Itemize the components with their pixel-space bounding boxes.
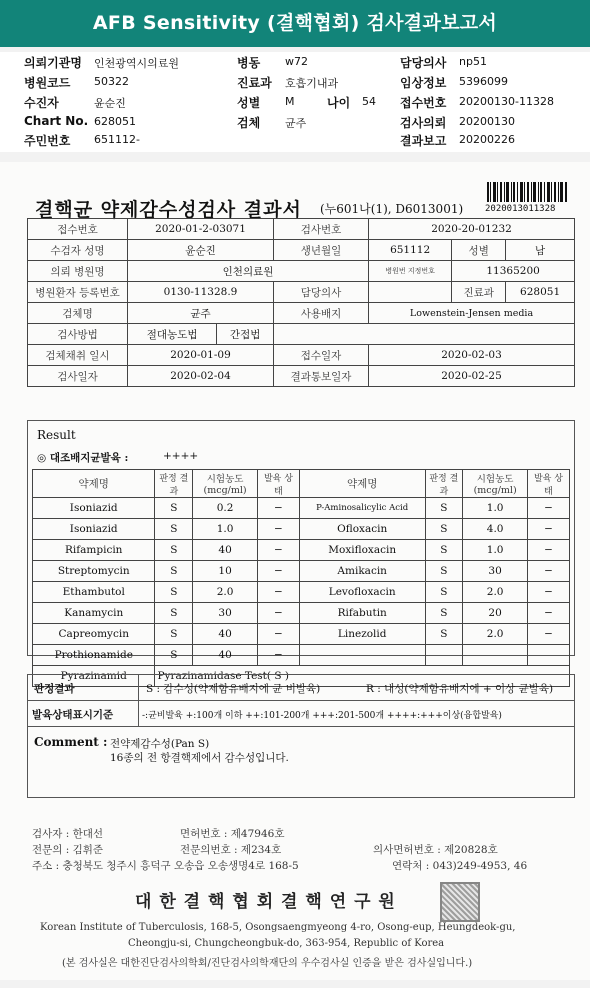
- drug-cell: 10: [193, 561, 258, 582]
- cell: 검체명: [28, 303, 128, 324]
- drug-cell: Ethambutol: [33, 582, 155, 603]
- cell: 병원환자 등록번호: [28, 282, 128, 303]
- barcode-number: 2020013011328: [485, 204, 556, 214]
- comment-line2: 16종의 전 항결핵제에서 감수성입니다.: [110, 752, 289, 764]
- drug-cell: Amikacin: [299, 561, 425, 582]
- drug-cell: 30: [463, 561, 528, 582]
- drug-cell: S: [155, 624, 193, 645]
- drug-cell: 2.0: [463, 582, 528, 603]
- institute-name: 대 한 결 핵 협 회 결 핵 연 구 원: [135, 892, 396, 912]
- drug-cell: −: [258, 561, 300, 582]
- info-label: 임상정보: [400, 76, 447, 90]
- info-value: 20200226: [459, 133, 515, 146]
- drug-row: [33, 498, 570, 519]
- cell: 2020-01-09: [128, 345, 274, 366]
- drug-cell: [425, 645, 463, 666]
- drug-cell: −: [528, 519, 570, 540]
- cell: 성별: [452, 240, 506, 261]
- drug-cell: −: [258, 624, 300, 645]
- cell: 651112: [369, 240, 452, 261]
- institute-address-en: Korean Institute of Tuberculosis, 168-5, Osongsaengmyeong 4-ro, Osong-eup, Heungdeok-gu,: [40, 922, 516, 933]
- footer-address: 주소 : 충청북도 청주시 흥덕구 오송읍 오송생명4로 168-5: [32, 860, 299, 872]
- cell: 0130-11328.9: [128, 282, 274, 303]
- drug-cell: Moxifloxacin: [299, 540, 425, 561]
- drug-cell: 40: [193, 624, 258, 645]
- drug-cell: −: [258, 645, 300, 666]
- result-section: [27, 420, 575, 682]
- info-value: 인천광역시의료원: [94, 57, 180, 70]
- col-drug: 약제명: [33, 470, 155, 498]
- cell: 수검자 성명: [28, 240, 128, 261]
- info-value: 628051: [94, 115, 136, 128]
- info-label: 접수번호: [400, 96, 447, 110]
- drug-cell: [299, 645, 425, 666]
- drug-cell: 4.0: [463, 519, 528, 540]
- drug-cell: −: [528, 603, 570, 624]
- drug-row: [33, 624, 570, 645]
- drug-cell: 1.0: [193, 519, 258, 540]
- cell: 균주: [128, 303, 274, 324]
- growth-label: ◎ 대조배지균발육 :: [37, 452, 129, 464]
- footer-specialist: 전문의 : 김휘준: [32, 844, 104, 856]
- drug-cell: 0.2: [193, 498, 258, 519]
- cell: 결과통보일자: [274, 366, 369, 387]
- drug-cell: −: [528, 624, 570, 645]
- report-header-table: [27, 218, 575, 387]
- cell: 접수번호: [28, 219, 128, 240]
- info-value: 20200130-11328: [459, 95, 554, 108]
- drug-cell: Rifampicin: [33, 540, 155, 561]
- drug-cell: −: [528, 561, 570, 582]
- drug-cell: −: [258, 498, 300, 519]
- drug-cell: S: [155, 561, 193, 582]
- info-value: 50322: [94, 75, 129, 88]
- cell: Lowenstein-Jensen media: [369, 303, 575, 324]
- drug-row: [33, 603, 570, 624]
- drug-row: [33, 540, 570, 561]
- cell: 2020-01-2-03071: [128, 219, 274, 240]
- pza-name: Pyrazinamid: [33, 666, 155, 687]
- info-label: 주민번호: [24, 134, 71, 148]
- cell: 병원번 지정번호: [369, 261, 452, 282]
- drug-cell: −: [258, 540, 300, 561]
- cell: 담당의사: [274, 282, 369, 303]
- drug-table: [32, 469, 570, 687]
- drug-cell: −: [528, 498, 570, 519]
- info-value: 651112-: [94, 133, 140, 146]
- drug-cell: [528, 645, 570, 666]
- cell: [369, 282, 452, 303]
- info-value: 호흡기내과: [285, 77, 339, 90]
- cell: 검체채취 일시: [28, 345, 128, 366]
- seal-stamp: [440, 882, 480, 922]
- drug-cell: 1.0: [463, 540, 528, 561]
- cell: 진료과: [452, 282, 506, 303]
- drug-row: [33, 519, 570, 540]
- drug-cell: S: [155, 645, 193, 666]
- cell: [274, 324, 575, 345]
- footer-doctor-license: 의사면허번호 : 제20828호: [373, 844, 498, 856]
- certification-note: (본 검사실은 대한진단검사의학회/진단검사의학재단의 우수검사실 인증을 받은 검사실입니다.): [62, 958, 473, 969]
- drug-cell: −: [258, 603, 300, 624]
- growth-std-label: 발육상태표시기준: [32, 709, 114, 721]
- comment-label: Comment :: [34, 735, 108, 749]
- col-conc: 시험농도 (mcg/ml): [463, 470, 528, 498]
- drug-cell: [463, 645, 528, 666]
- cell: 11365200: [452, 261, 575, 282]
- info-label: 검체: [237, 116, 261, 130]
- drug-cell: Linezolid: [299, 624, 425, 645]
- info-label: 수진자: [24, 96, 59, 110]
- cell: 남: [506, 240, 575, 261]
- cell: 사용배지: [274, 303, 369, 324]
- drug-cell: Kanamycin: [33, 603, 155, 624]
- drug-cell: S: [155, 498, 193, 519]
- info-value: 54: [362, 95, 376, 108]
- drug-cell: S: [425, 624, 463, 645]
- info-value: 윤순진: [94, 97, 126, 110]
- cell: 628051: [506, 282, 575, 303]
- drug-cell: Isoniazid: [33, 519, 155, 540]
- scanned-report: [0, 162, 590, 980]
- drug-cell: Levofloxacin: [299, 582, 425, 603]
- col-judge: 판정 결과: [425, 470, 463, 498]
- footer-contact: 연락처 : 043)249-4953, 46: [392, 860, 528, 872]
- drug-cell: S: [425, 498, 463, 519]
- info-value: 균주: [285, 117, 307, 130]
- info-label: 진료과: [237, 76, 272, 90]
- drug-cell: Capreomycin: [33, 624, 155, 645]
- drug-cell: −: [528, 582, 570, 603]
- cell: 2020-02-03: [369, 345, 575, 366]
- info-label: 병원코드: [24, 76, 71, 90]
- drug-cell: 30: [193, 603, 258, 624]
- cell: 검사방법: [28, 324, 128, 345]
- growth-std: -:균비발육 +:100개 이하 ++:101-200개 +++:201-500개 ++++:+++이상(융합발육): [142, 711, 502, 721]
- comment-line1: 전약제감수성(Pan S): [110, 738, 210, 750]
- drug-cell: Prothionamide: [33, 645, 155, 666]
- info-value: w72: [285, 55, 308, 68]
- cell: 검사번호: [274, 219, 369, 240]
- info-value: 5396099: [459, 75, 508, 88]
- footer-tester: 검사자 : 한대선: [32, 828, 104, 840]
- drug-cell: S: [425, 603, 463, 624]
- judge-s: S : 감수성(약제함유배지에 균 비발육): [146, 683, 321, 695]
- col-growth: 발육 상태: [528, 470, 570, 498]
- cell: 2020-20-01232: [369, 219, 575, 240]
- drug-row: [33, 645, 570, 666]
- drug-cell: S: [425, 561, 463, 582]
- col-drug: 약제명: [299, 470, 425, 498]
- result-label: Result: [37, 428, 76, 442]
- drug-row: [33, 582, 570, 603]
- drug-cell: −: [258, 582, 300, 603]
- footer-license: 면허번호 : 제47946호: [180, 828, 285, 840]
- drug-cell: 2.0: [463, 624, 528, 645]
- drug-cell: 2.0: [193, 582, 258, 603]
- cell: 윤순진: [128, 240, 274, 261]
- drug-row: [33, 561, 570, 582]
- drug-cell: S: [155, 540, 193, 561]
- drug-cell: S: [425, 582, 463, 603]
- drug-cell: −: [528, 540, 570, 561]
- cell: 간접법: [217, 324, 274, 345]
- pza-test: Pyrazinamidase Test( S ): [155, 666, 570, 687]
- info-label: 의뢰기관명: [24, 56, 82, 70]
- cell: 인천의료원: [128, 261, 369, 282]
- cell: 2020-02-04: [128, 366, 274, 387]
- info-label: 병동: [237, 56, 261, 70]
- cell: 절대농도법: [128, 324, 217, 345]
- info-label: 검사의뢰: [400, 116, 447, 130]
- footer-specialist-no: 전문의번호 : 제234호: [180, 844, 282, 856]
- drug-cell: 1.0: [463, 498, 528, 519]
- drug-cell: S: [155, 582, 193, 603]
- col-conc: 시험농도 (mcg/ml): [193, 470, 258, 498]
- drug-cell: Isoniazid: [33, 498, 155, 519]
- drug-cell: P-Aminosalicylic Acid: [299, 498, 425, 519]
- drug-cell: S: [425, 540, 463, 561]
- growth-value: ++++: [163, 450, 199, 462]
- drug-cell: Rifabutin: [299, 603, 425, 624]
- info-label: Chart No.: [24, 114, 89, 128]
- drug-cell: 40: [193, 645, 258, 666]
- judge-label: 판정결과: [34, 683, 75, 695]
- drug-cell: −: [258, 519, 300, 540]
- drug-cell: 40: [193, 540, 258, 561]
- drug-cell: Streptomycin: [33, 561, 155, 582]
- drug-cell: S: [425, 519, 463, 540]
- cell: 생년월일: [274, 240, 369, 261]
- barcode-icon: [487, 182, 567, 202]
- cell: 접수일자: [274, 345, 369, 366]
- info-value: np51: [459, 55, 487, 68]
- cell: 검사일자: [28, 366, 128, 387]
- cell: 의뢰 병원명: [28, 261, 128, 282]
- info-label: 결과보고: [400, 134, 447, 148]
- patient-info-panel: [0, 52, 590, 152]
- col-growth: 발육 상태: [258, 470, 300, 498]
- report-heading: 결핵균 약제감수성검사 결과서: [35, 199, 302, 221]
- drug-cell: Ofloxacin: [299, 519, 425, 540]
- legend-section: [27, 674, 575, 798]
- institute-address-en2: Cheongju-si, Chungcheongbuk-do, 363-954, Republic of Korea: [128, 938, 445, 949]
- info-value: M: [285, 95, 295, 108]
- report-code: (누601나(1), D6013001): [320, 202, 464, 216]
- drug-cell: S: [155, 519, 193, 540]
- report-title: AFB Sensitivity (결핵협회) 검사결과보고서: [0, 0, 590, 47]
- info-label: 담당의사: [400, 56, 447, 70]
- cell: 2020-02-25: [369, 366, 575, 387]
- info-label: 성별: [237, 96, 261, 110]
- info-label: 나이: [327, 96, 351, 110]
- drug-cell: 20: [463, 603, 528, 624]
- drug-cell: S: [155, 603, 193, 624]
- col-judge: 판정 결과: [155, 470, 193, 498]
- info-value: 20200130: [459, 115, 515, 128]
- judge-r: R : 내성(약제함유배지에 + 이상 균발육): [366, 683, 554, 695]
